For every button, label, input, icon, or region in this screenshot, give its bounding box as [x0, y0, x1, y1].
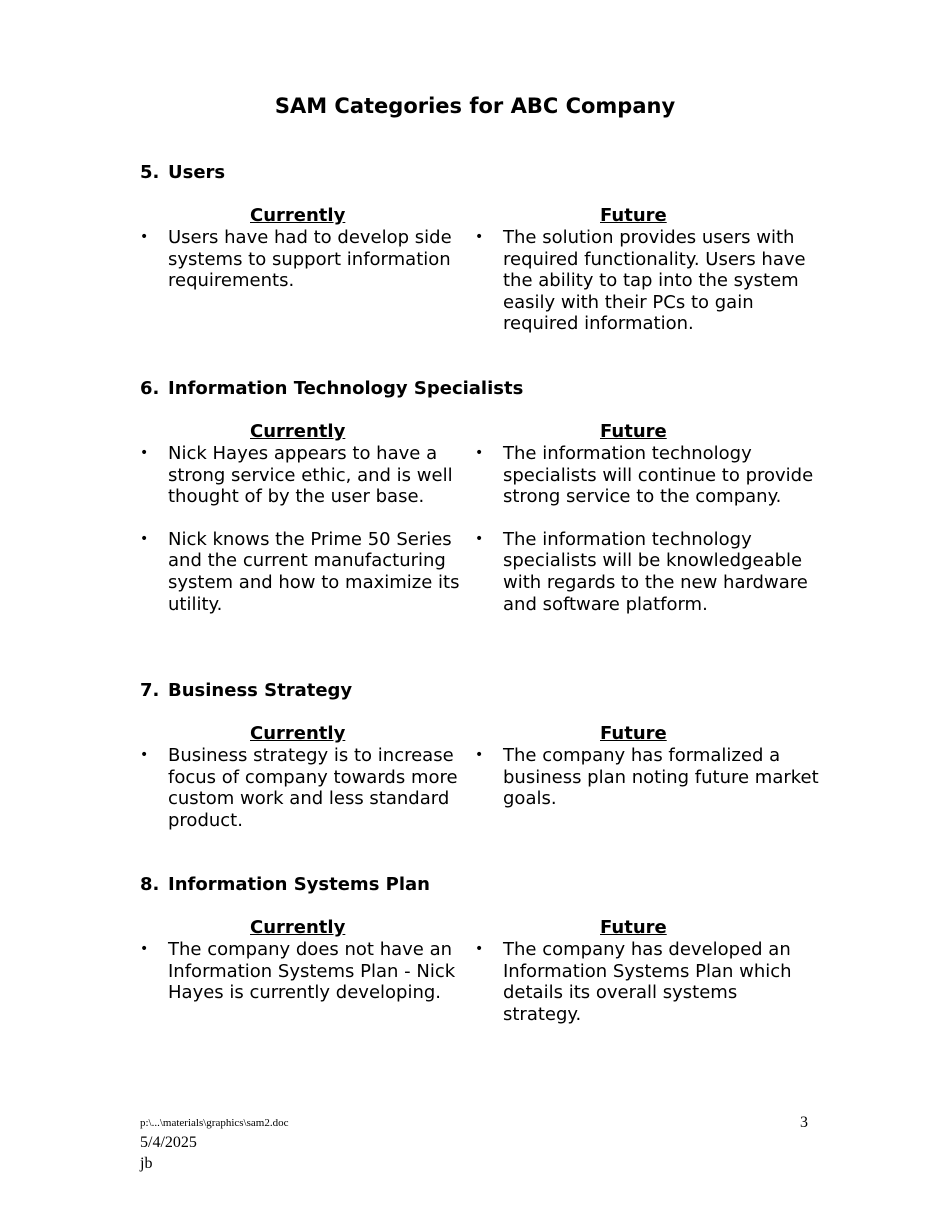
currently-header: Currently	[250, 421, 346, 442]
future-header: Future	[600, 917, 667, 938]
section-heading	[140, 680, 820, 702]
list-item-text: The solution provides users with required functionality. Users have the ability to tap into the system easily with their PCs to gain required information.	[503, 227, 806, 335]
section-number: 8.	[140, 874, 160, 895]
section-heading	[140, 378, 820, 400]
list-item	[475, 745, 820, 810]
future-header: Future	[600, 723, 667, 744]
currently-header: Currently	[250, 917, 346, 938]
section-business-strategy	[140, 680, 820, 831]
section-users	[140, 162, 820, 335]
section-title: Information Systems Plan	[168, 874, 430, 895]
future-header: Future	[600, 205, 667, 226]
section-information-systems-plan	[140, 874, 820, 1025]
footer-initials: jb	[140, 1155, 153, 1172]
future-column	[475, 917, 820, 1025]
list-item	[140, 529, 475, 615]
bullet-icon: •	[475, 941, 484, 957]
bullet-icon: •	[140, 445, 149, 461]
bullet-icon: •	[475, 445, 484, 461]
currently-column	[140, 917, 475, 1025]
comparison-columns	[140, 421, 820, 615]
footer-file-path: p:\...\materials\graphics\sam2.doc	[140, 1117, 289, 1129]
currently-column	[140, 421, 475, 615]
bullet-icon: •	[475, 747, 484, 763]
list-item-text: The company does not have an Information Systems Plan - Nick Hayes is currently developing.	[168, 939, 456, 1004]
currently-header: Currently	[250, 723, 346, 744]
bullet-icon: •	[475, 530, 484, 547]
future-column	[475, 421, 820, 615]
currently-column	[140, 723, 475, 831]
bullet-icon: •	[140, 747, 149, 763]
list-item-text: The information technology specialists will continue to provide strong service to the company.	[503, 443, 814, 508]
comparison-columns	[140, 723, 820, 831]
list-item	[140, 227, 475, 292]
section-number: 7.	[140, 680, 160, 701]
section-title: Business Strategy	[168, 680, 353, 701]
future-header: Future	[600, 421, 667, 442]
list-item-text: Users have had to develop side systems to support information requirements.	[168, 227, 452, 292]
section-title: Users	[168, 162, 226, 183]
list-item-text: Nick knows the Prime 50 Series and the current manufacturing system and how to maximize its utility.	[168, 528, 460, 615]
footer-date: 5/4/2025	[140, 1134, 197, 1151]
list-item-text: Nick Hayes appears to have a strong service ethic, and is well thought of by the user base.	[168, 443, 453, 508]
future-column	[475, 205, 820, 335]
list-item	[475, 227, 820, 335]
bullet-icon: •	[140, 229, 149, 245]
list-item-text: The company has formalized a business plan noting future market goals.	[503, 745, 819, 810]
section-title: Information Technology Specialists	[168, 378, 524, 399]
comparison-columns	[140, 917, 820, 1025]
future-column	[475, 723, 820, 831]
section-number: 5.	[140, 162, 160, 183]
list-item	[140, 745, 475, 831]
bullet-icon: •	[475, 229, 484, 245]
page-title: SAM Categories for ABC Company	[274, 94, 676, 118]
list-item-text: The information technology specialists will be knowledgeable with regards to the new hardware and software platform.	[503, 528, 808, 615]
section-number: 6.	[140, 378, 160, 399]
currently-column	[140, 205, 475, 335]
section-heading	[140, 874, 820, 896]
section-heading	[140, 162, 820, 184]
list-item	[140, 443, 475, 508]
list-item	[475, 939, 820, 1025]
list-item-text: The company has developed an Information Systems Plan which details its overall systems strategy.	[503, 939, 792, 1025]
bullet-icon: •	[140, 941, 149, 957]
list-item-text: Business strategy is to increase focus of company towards more custom work and less standard product.	[168, 745, 458, 831]
bullet-icon: •	[140, 530, 149, 547]
currently-header: Currently	[250, 205, 346, 226]
list-item	[475, 529, 820, 615]
list-item	[140, 939, 475, 1004]
comparison-columns	[140, 205, 820, 335]
page-number: 3	[800, 1114, 808, 1131]
section-it-specialists	[140, 378, 820, 615]
list-item	[475, 443, 820, 508]
